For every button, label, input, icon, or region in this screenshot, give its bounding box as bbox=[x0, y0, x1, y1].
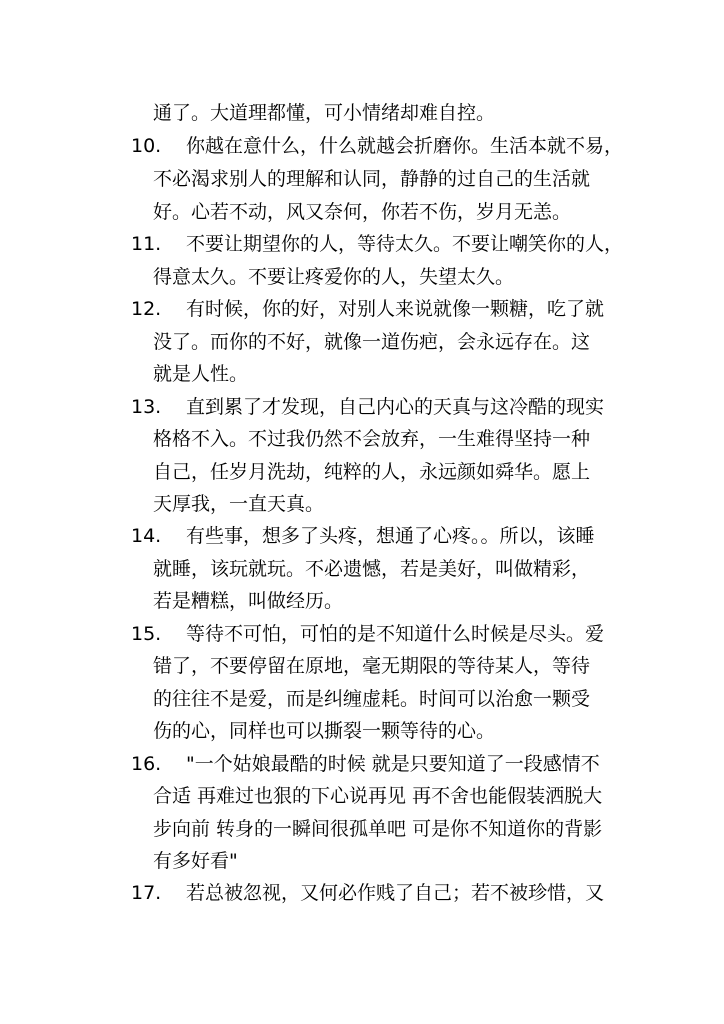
item-line: 若是糟糕，叫做经历。 bbox=[153, 590, 344, 612]
item-line: 就是人性。 bbox=[153, 363, 249, 385]
item-line: 自己，任岁月洗劫，纯粹的人，永远颜如舜华。愿上 bbox=[153, 461, 591, 483]
item-number: 11. bbox=[131, 233, 162, 255]
item-line: 就睡，该玩就玩。不必遗憾，若是美好，叫做精彩， bbox=[153, 558, 591, 580]
item-number: 10. bbox=[131, 135, 162, 157]
item-line: 不要让期望你的人，等待太久。不要让嘲笑你的人， bbox=[186, 233, 624, 255]
item-line: 格格不入。不过我仍然不会放弃，一生难得坚持一种 bbox=[153, 428, 591, 450]
item-number: 13. bbox=[131, 396, 162, 418]
item-line: "一个姑娘最酷的时候 就是只要知道了一段感情不 bbox=[186, 753, 600, 775]
item-number: 14. bbox=[131, 525, 162, 547]
item-line: 合适 再难过也狠的下心说再见 再不舍也能假装洒脱大 bbox=[153, 785, 603, 807]
continuation-line: 通了。大道理都懂，可小情绪却难自控。 bbox=[153, 102, 496, 124]
item-number: 15. bbox=[131, 623, 162, 645]
item-line: 若总被忽视，又何必作贱了自己；若不被珍惜，又 bbox=[186, 882, 605, 904]
item-line: 有时候，你的好，对别人来说就像一颗糖，吃了就 bbox=[186, 298, 605, 320]
item-number: 17. bbox=[131, 882, 162, 904]
item-line: 好。心若不动，风又奈何，你若不伤，岁月无恙。 bbox=[153, 201, 572, 223]
item-line: 伤的心，同样也可以撕裂一颗等待的心。 bbox=[153, 720, 496, 742]
item-line: 有多好看" bbox=[153, 850, 238, 872]
item-line: 等待不可怕，可怕的是不知道什么时候是尽头。爱 bbox=[186, 623, 605, 645]
item-line: 直到累了才发现，自己内心的天真与这冷酷的现实 bbox=[186, 396, 605, 418]
item-number: 16. bbox=[131, 753, 162, 775]
item-line: 你越在意什么，什么就越会折磨你。生活本就不易， bbox=[186, 135, 624, 157]
item-line: 得意太久。不要让疼爱你的人，失望太久。 bbox=[153, 266, 515, 288]
item-line: 有些事，想多了头疼，想通了心疼。。所以，该睡 bbox=[186, 525, 595, 547]
item-line: 天厚我，一直天真。 bbox=[153, 493, 325, 515]
item-line: 步向前 转身的一瞬间很孤单吧 可是你不知道你的背影 bbox=[153, 818, 603, 840]
item-line: 没了。而你的不好，就像一道伤疤，会永远存在。这 bbox=[153, 331, 591, 353]
item-line: 错了，不要停留在原地，毫无期限的等待某人，等待 bbox=[153, 655, 591, 677]
item-number: 12. bbox=[131, 298, 162, 320]
item-line: 不必渴求别人的理解和认同，静静的过自己的生活就 bbox=[153, 168, 591, 190]
item-line: 的往往不是爱，而是纠缠虚耗。时间可以治愈一颗受 bbox=[153, 688, 591, 710]
